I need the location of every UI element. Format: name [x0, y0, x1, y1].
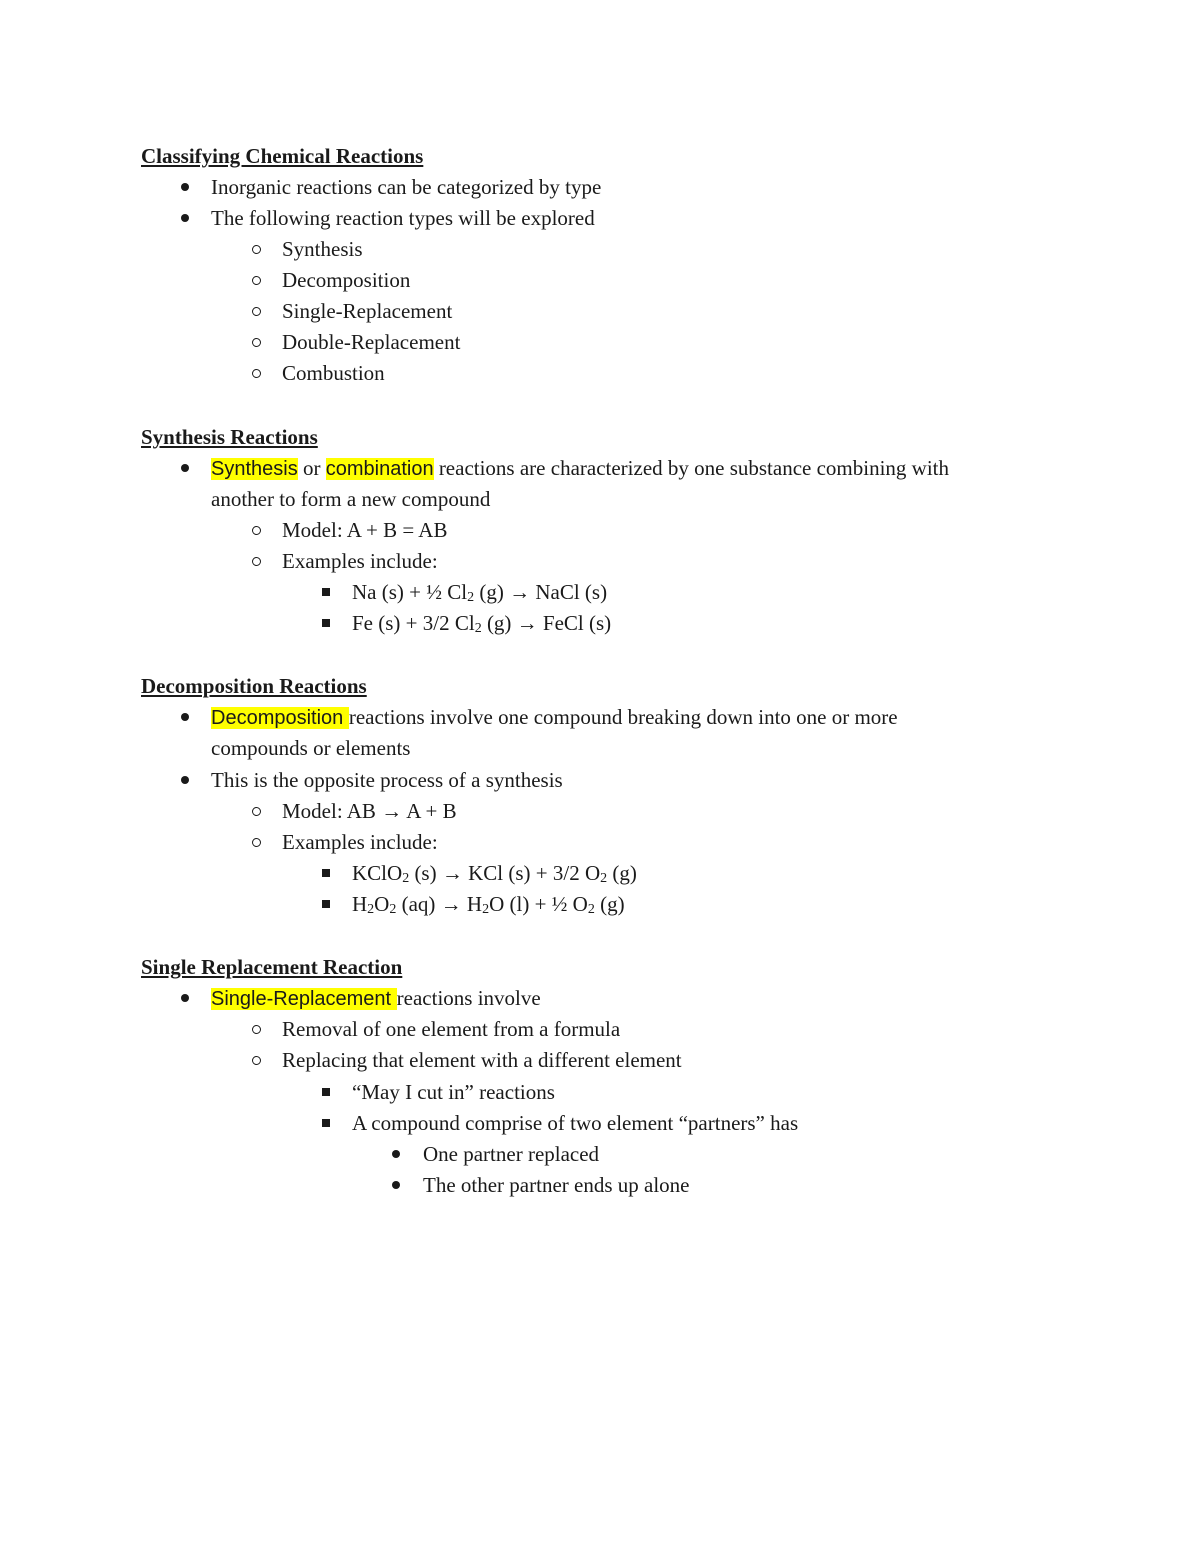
- bullet-square: [316, 858, 336, 889]
- classifying-bullet-1: Inorganic reactions can be categorized by type: [211, 175, 602, 199]
- bullet-circle: [246, 1045, 266, 1076]
- eq-part: (s) → KCl (s) + 3/2 O: [409, 861, 601, 885]
- single-bullet-1: [211, 983, 541, 1015]
- single-partner-1: One partner replaced: [423, 1142, 600, 1166]
- decomposition-bullet-1: [211, 702, 898, 734]
- eq-subscript: 2: [402, 871, 410, 886]
- eq-part: (g) → FeCl (s): [481, 611, 612, 635]
- classifying-bullet-2: The following reaction types will be explored: [211, 206, 595, 230]
- bullet-circle: [246, 1014, 266, 1045]
- highlight-synthesis: Synthesis: [211, 458, 298, 480]
- bullet-circle: [246, 796, 266, 827]
- eq-part: H: [352, 892, 368, 916]
- single-partner-2: The other partner ends up alone: [423, 1173, 690, 1197]
- eq-part: (g) → NaCl (s): [474, 580, 608, 604]
- eq-part: (g): [607, 861, 637, 885]
- bullet-circle: [246, 546, 266, 577]
- bullet-circle: [246, 515, 266, 546]
- text-rest: reactions involve one compound breaking down into one or more: [348, 705, 898, 729]
- decomposition-examples-label: Examples include:: [282, 830, 438, 854]
- eq-part: O: [374, 892, 390, 916]
- single-detail-1: “May I cut in” reactions: [352, 1080, 555, 1104]
- type-single-replacement: Single-Replacement: [282, 299, 453, 323]
- eq-part: (g): [594, 892, 625, 916]
- bullet-circle: [246, 234, 266, 265]
- synthesis-model: Model: A + B = AB: [282, 518, 448, 542]
- bullet-dot: [175, 453, 195, 484]
- type-decomposition: Decomposition: [282, 268, 411, 292]
- eq-part: (aq) → H: [396, 892, 483, 916]
- eq-subscript: 2: [389, 902, 397, 917]
- bullet-square: [316, 889, 336, 920]
- single-sub-2: Replacing that element with a different element: [282, 1048, 682, 1072]
- eq-part: Na (s) + ½ Cl: [352, 580, 468, 604]
- eq-subscript: 2: [474, 621, 482, 636]
- single-sub-1: Removal of one element from a formula: [282, 1017, 621, 1041]
- decomposition-bullet-1-continued: compounds or elements: [211, 736, 411, 760]
- heading-synthesis: Synthesis Reactions: [141, 425, 318, 449]
- highlight-combination: combination: [325, 458, 434, 480]
- bullet-square: [316, 608, 336, 639]
- heading-single-replacement: Single Replacement Reaction: [141, 955, 403, 979]
- text-rest: reactions are characterized by one substance combining with: [433, 456, 950, 480]
- eq-part: KClO: [352, 861, 403, 885]
- bullet-circle: [246, 327, 266, 358]
- bullet-dot: [175, 702, 195, 733]
- bullet-circle: [246, 265, 266, 296]
- single-detail-2: A compound comprise of two element “partners” has: [352, 1111, 799, 1135]
- bullet-circle: [246, 358, 266, 389]
- synthesis-examples-label: Examples include:: [282, 549, 438, 573]
- bullet-circle: [246, 827, 266, 858]
- decomposition-example-2: [352, 889, 625, 925]
- eq-subscript: 2: [467, 590, 475, 605]
- highlight-decomposition: Decomposition: [211, 707, 349, 729]
- synthesis-example-2: [352, 608, 611, 644]
- text-rest: reactions involve: [396, 986, 541, 1010]
- synthesis-bullet-1-continued: another to form a new compound: [211, 487, 491, 511]
- bullet-dot: [175, 172, 195, 203]
- highlight-single-replacement: Single-Replacement: [211, 988, 397, 1010]
- bullet-square: [316, 1077, 336, 1108]
- decomposition-bullet-2: This is the opposite process of a synthesis: [211, 768, 563, 792]
- type-synthesis: Synthesis: [282, 237, 363, 261]
- eq-subscript: 2: [482, 902, 490, 917]
- bullet-square: [316, 577, 336, 608]
- type-combustion: Combustion: [282, 361, 385, 385]
- heading-decomposition: Decomposition Reactions: [141, 674, 367, 698]
- type-double-replacement: Double-Replacement: [282, 330, 461, 354]
- decomposition-model: Model: AB → A + B: [282, 799, 457, 823]
- bullet-dot: [386, 1170, 406, 1201]
- heading-classifying: Classifying Chemical Reactions: [141, 144, 424, 168]
- synthesis-bullet-1: [211, 453, 949, 485]
- bullet-dot: [175, 203, 195, 234]
- eq-subscript: 2: [600, 871, 608, 886]
- eq-part: O (l) + ½ O: [489, 892, 588, 916]
- eq-part: Fe (s) + 3/2 Cl: [352, 611, 475, 635]
- bullet-dot: [175, 765, 195, 796]
- bullet-square: [316, 1108, 336, 1139]
- bullet-dot: [386, 1139, 406, 1170]
- text-or: or: [297, 456, 326, 480]
- bullet-dot: [175, 983, 195, 1014]
- eq-subscript: 2: [367, 902, 375, 917]
- bullet-circle: [246, 296, 266, 327]
- eq-subscript: 2: [587, 902, 595, 917]
